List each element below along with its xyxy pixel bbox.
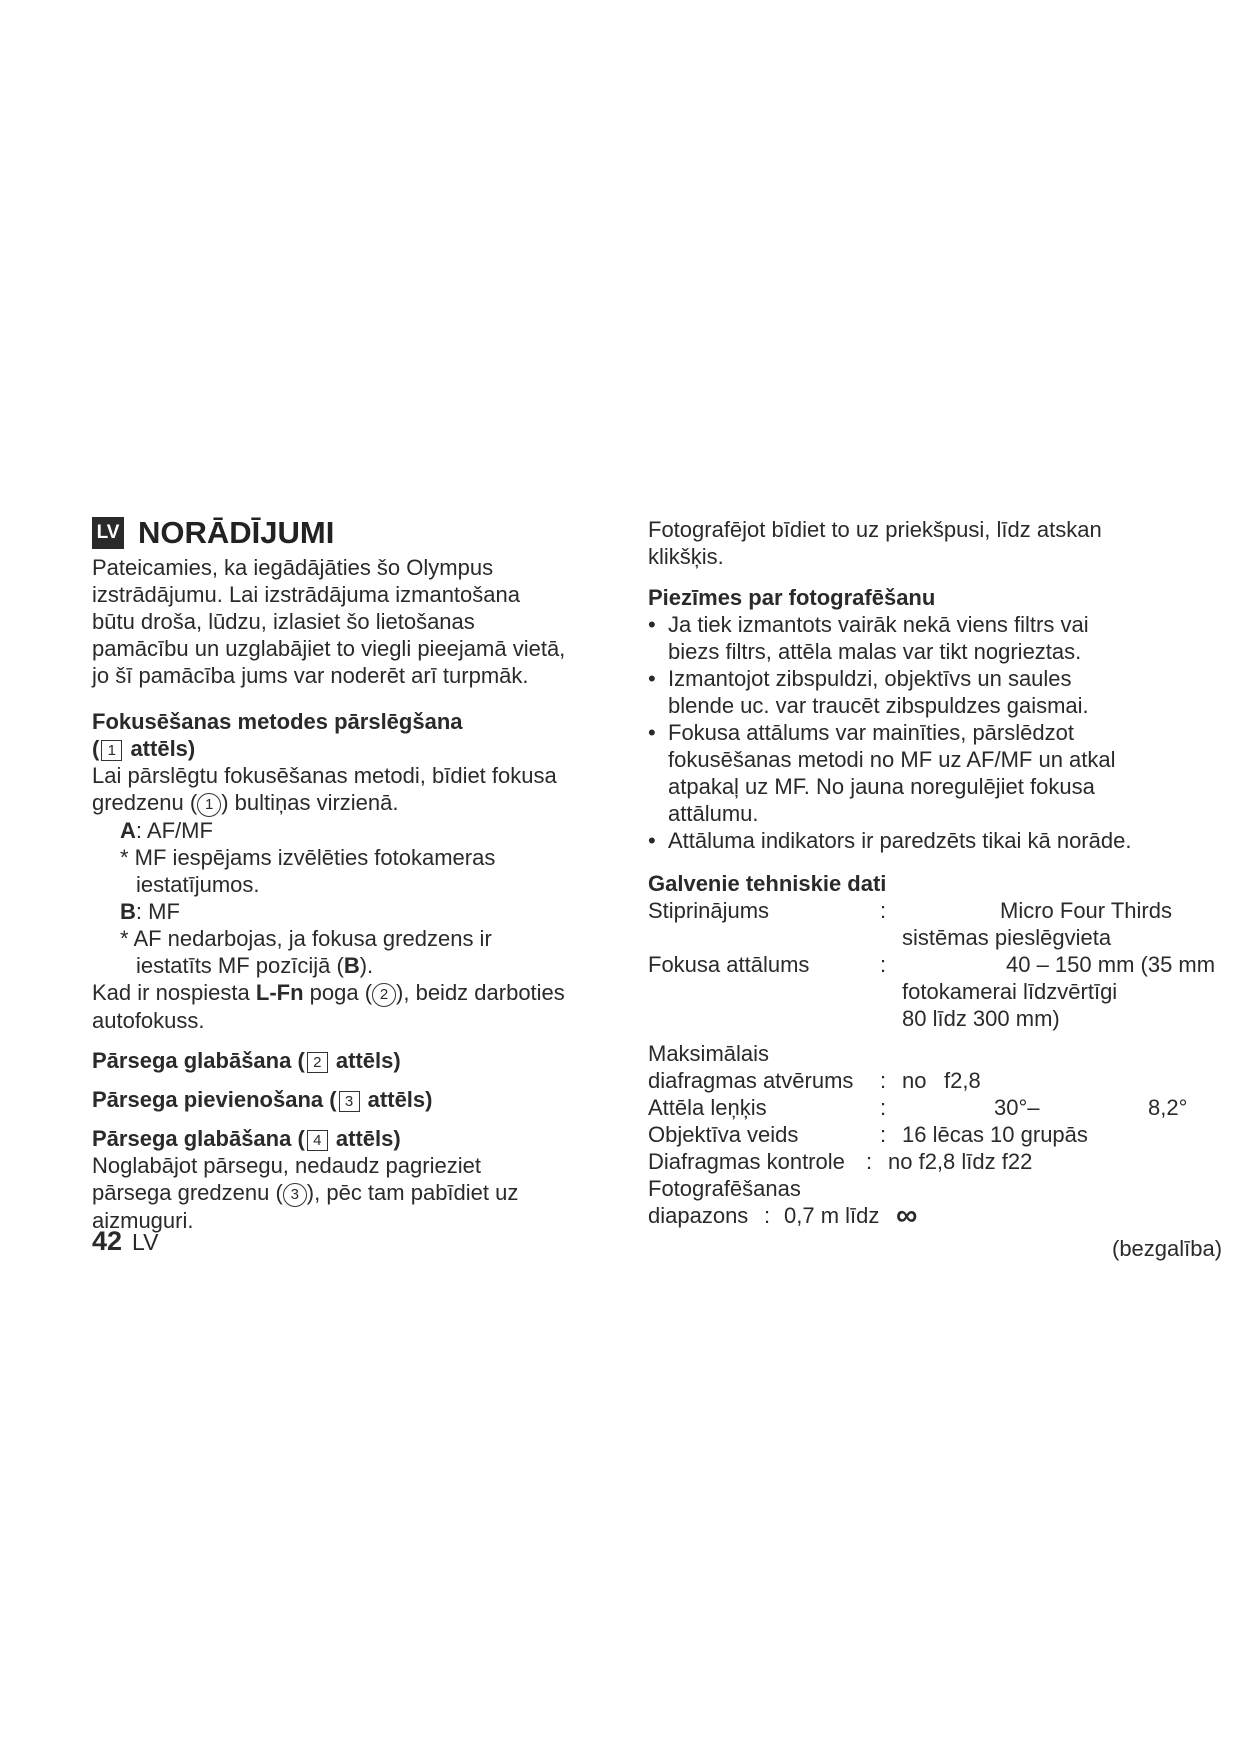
bullet: • [648,666,656,691]
spec-diaphragm [648,1148,1208,1175]
text: ), beidz darboties [396,980,565,1005]
figure-label: attēls) [124,736,196,761]
option-a-note [92,844,612,898]
note-text: attālumu. [668,801,759,826]
text: attēls) [329,1048,401,1073]
text: Pārsega glabāšana ( [92,1126,305,1151]
note-item [648,719,1208,827]
spec-focal-2 [648,978,1208,1005]
text: gredzenu ( [92,790,198,815]
hood-line [92,1179,612,1207]
spec-key: Stiprinājums [648,898,770,923]
spec-value: 0,7 m līdz [784,1203,880,1228]
cont-line: Fotografējot bīdiet to uz priekšpusi, līdz atskan [648,517,1102,542]
figure-3-box: 3 [339,1091,360,1112]
option-b-note [92,925,612,979]
note-text: atpakaļ uz MF. No jauna noregulējiet fokusa [668,774,1095,799]
paren: ( [92,736,100,761]
left-column [92,516,612,1234]
page-language: LV [132,1229,159,1255]
spec-focal [648,951,1216,978]
note-item [648,665,1208,719]
spec-value: fotokamerai līdzvērtīgi [902,979,1118,1004]
intro-line: būtu droša, lūdzu, izlasiet šo lietošanas [92,609,475,634]
note-item [648,611,1208,665]
text: attēls) [361,1087,433,1112]
colon: : [880,952,887,977]
spec-aperture-2 [648,1067,1208,1094]
page-number: 42 [92,1226,123,1256]
right-column [648,516,1223,1262]
text: ) bultiņas virzienā. [221,790,399,815]
text: attēls) [329,1126,401,1151]
callout-2: 2 [372,983,396,1007]
text: poga ( [303,980,373,1005]
spec-value: (bezgalība) [1112,1236,1223,1261]
spec-range-2 [648,1199,1208,1232]
spec-range [648,1175,1208,1202]
option-a-label: A [120,818,136,843]
bullet: • [648,828,656,853]
lfn-line: autofokuss. [92,1008,205,1033]
spec-value: sistēmas pieslēgvieta [902,925,1112,950]
colon: : [764,1203,771,1228]
figure-2-box: 2 [307,1052,328,1073]
spec-focal-3 [648,1005,1208,1032]
lfn-button-name: L-Fn [255,980,304,1005]
spec-key: diafragmas atvērums [648,1068,854,1093]
spec-key: Objektīva veids [648,1122,799,1147]
text: pārsega gredzenu ( [92,1180,283,1205]
intro-paragraph [92,554,612,689]
spec-lens [648,1121,1208,1148]
spec-angle [648,1094,1208,1121]
spec-key: Diafragmas kontrole [648,1149,845,1174]
spec-value: 16 lēcas 10 grupās [902,1122,1088,1147]
infinity-icon: ∞ [896,1199,918,1232]
spec-aperture [648,1040,1208,1067]
spec-value: Micro Four Thirds [1000,898,1172,923]
spec-value: 8,2° [1148,1095,1188,1120]
note-line: * MF iespējams izvēlēties fotokameras [120,845,496,870]
intro-line: izstrādājumu. Lai izstrādājuma izmantošana [92,582,520,607]
focus-heading-figure [92,735,612,762]
note-text: biezs filtrs, attēla malas var tikt nogrieztas. [668,639,1082,664]
spec-key: Fotografēšanas [648,1176,801,1201]
spec-mount-2 [648,924,1208,951]
spec-value: no [902,1068,927,1093]
hood-storage-heading-2 [92,1125,612,1152]
text: Pārsega pievienošana ( [92,1087,337,1112]
spec-range-3 [648,1235,1223,1262]
cont-line: klikšķis. [648,544,724,569]
note-item [648,827,1208,854]
spec-key: Maksimālais [648,1041,770,1066]
spec-key: diapazons [648,1203,749,1228]
hood-storage-heading [92,1047,612,1074]
spec-value: f2,8 [944,1068,981,1093]
spec-mount [648,897,1208,924]
option-b-text: : MF [135,899,180,924]
intro-line: Pateicamies, ka iegādājāties šo Olympus [92,555,494,580]
text: Kad ir nospiesta [92,980,256,1005]
colon: : [880,1068,887,1093]
figure-4-box: 4 [307,1130,328,1151]
note-text: fokusēšanas metodi no MF uz AF/MF un atkal [668,747,1116,772]
spec-value: 30°– [994,1095,1040,1120]
spec-value: no f2,8 līdz f22 [888,1149,1033,1174]
option-a-text: : AF/MF [135,818,213,843]
text: Pārsega glabāšana ( [92,1048,305,1073]
colon: : [880,1122,887,1147]
note-text: blende uc. var traucēt zibspuldzes gaismai. [668,693,1089,718]
title-text: NORĀDĪJUMI [138,515,335,550]
focus-heading: Fokusēšanas metodes pārslēgšana [92,709,463,734]
note-line: ). [359,953,374,978]
option-b [92,898,612,925]
section-title [92,516,612,550]
note-bold: B [343,953,360,978]
language-badge: LV [92,517,124,549]
notes-heading: Piezīmes par fotografēšanu [648,585,936,610]
option-a [92,817,612,844]
note-text: Izmantojot zibspuldzi, objektīvs un saules [668,666,1072,691]
colon: : [880,1095,887,1120]
colon: : [880,898,887,923]
note-text: Ja tiek izmantots vairāk nekā viens filtrs vai [668,612,1089,637]
spec-value: 40 – 150 mm (35 mm [1006,952,1216,977]
focus-line: Lai pārslēgtu fokusēšanas metodi, bīdiet fokusa [92,763,557,788]
note-text: Attāluma indikators ir paredzēts tikai kā norāde. [668,828,1132,853]
callout-3: 3 [283,1183,307,1207]
text: ), pēc tam pabīdiet uz [306,1180,519,1205]
intro-line: pamācību un uzglabājiet to viegli pieejamā vietā, [92,636,566,661]
hood-line: aizmuguri. [92,1208,194,1233]
note-line: * AF nedarbojas, ja fokusa gredzens ir [120,926,492,951]
hood-attach-heading [92,1086,612,1113]
spec-key: Attēla leņķis [648,1095,767,1120]
spec-key: Fokusa attālums [648,952,810,977]
figure-1-box: 1 [101,740,122,761]
lfn-line [92,979,612,1007]
callout-1: 1 [197,793,221,817]
intro-line: jo šī pamācība jums var noderēt arī turpmāk. [92,663,529,688]
hood-line: Noglabājot pārsegu, nedaudz pagrieziet [92,1153,481,1178]
focus-line [92,789,612,817]
page-footer [92,1226,158,1257]
note-line: iestatījumos. [136,872,260,897]
colon: : [866,1149,873,1174]
bullet: • [648,720,656,745]
note-line: iestatīts MF pozīcijā ( [136,953,344,978]
bullet: • [648,612,656,637]
option-b-label: B [120,899,136,924]
spec-value: 80 līdz 300 mm) [902,1006,1060,1031]
note-text: Fokusa attālums var mainīties, pārslēdzot [668,720,1074,745]
specs-heading: Galvenie tehniskie dati [648,871,887,896]
